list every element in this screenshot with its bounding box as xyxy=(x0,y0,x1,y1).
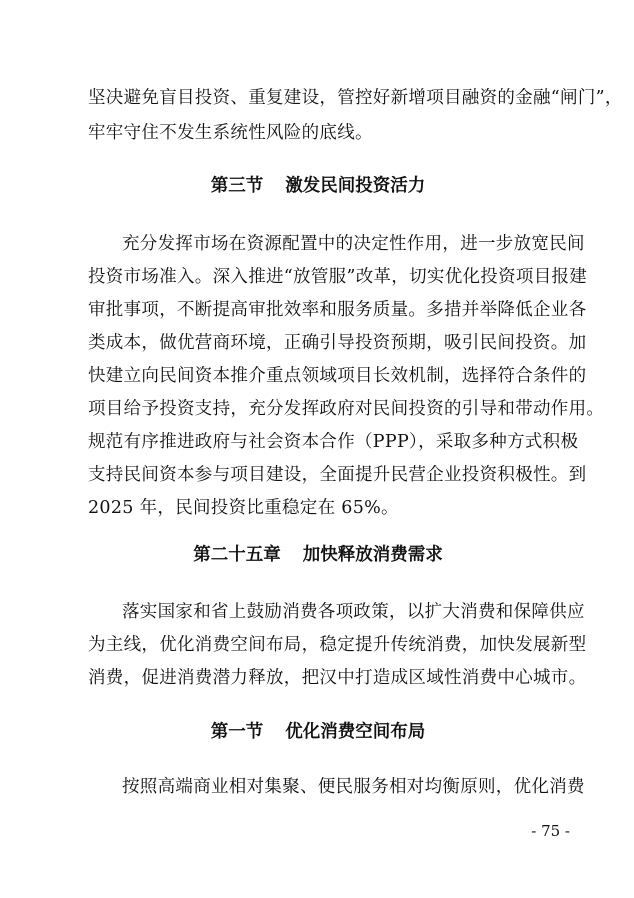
page-number: - 75 - xyxy=(531,822,570,840)
paragraph-line: 类成本，做优营商环境，正确引导投资预期，吸引民间投资。加 xyxy=(88,333,587,353)
paragraph-line: 投资市场准入。深入推进“放管服”改革，切实优化投资项目报建 xyxy=(88,267,588,287)
paragraph-line: 消费，促进消费潜力释放，把汉中打造成区域性消费中心城市。 xyxy=(88,668,587,688)
paragraph-line: 支持民间资本参与项目建设，全面提升民营企业投资积极性。到 xyxy=(88,465,587,485)
paragraph-line: 规范有序推进政府与社会资本合作（PPP），采取多种方式积极 xyxy=(88,432,579,452)
section-title: 激发民间投资活力 xyxy=(285,176,426,196)
chapter-number: 第二十五章 xyxy=(193,545,281,565)
section-title: 优化消费空间布局 xyxy=(285,722,426,742)
paragraph-line: 牢牢守住不发生系统性风险的底线。 xyxy=(88,123,373,143)
paragraph-line: 为主线，优化消费空间布局，稳定提升传统消费，加快发展新型 xyxy=(88,635,587,655)
section-heading xyxy=(88,171,548,201)
chapter-heading xyxy=(88,540,548,570)
section-number: 第一节 xyxy=(210,722,264,742)
paragraph-line: 2025 年，民间投资比重稳定在 65%。 xyxy=(88,498,399,518)
paragraph-line: 落实国家和省上鼓励消费各项政策，以扩大消费和保障供应 xyxy=(122,602,585,622)
paragraph-line: 审批事项，不断提高审批效率和服务质量。多措并举降低企业各 xyxy=(88,300,587,320)
paragraph-line: 快建立向民间资本推介重点领域项目长效机制，选择符合条件的 xyxy=(88,366,587,386)
chapter-title: 加快释放消费需求 xyxy=(302,545,443,565)
paragraph-line: 按照高端商业相对集聚、便民服务相对均衡原则，优化消费 xyxy=(122,777,585,797)
section-heading xyxy=(88,717,548,747)
paragraph-line: 充分发挥市场在资源配置中的决定性作用，进一步放宽民间 xyxy=(122,234,585,254)
section-number: 第三节 xyxy=(210,176,264,196)
paragraph-line: 坚决避免盲目投资、重复建设，管控好新增项目融资的金融“闸门”， xyxy=(88,88,623,108)
paragraph-line: 项目给予投资支持，充分发挥政府对民间投资的引导和带动作用。 xyxy=(88,399,605,419)
